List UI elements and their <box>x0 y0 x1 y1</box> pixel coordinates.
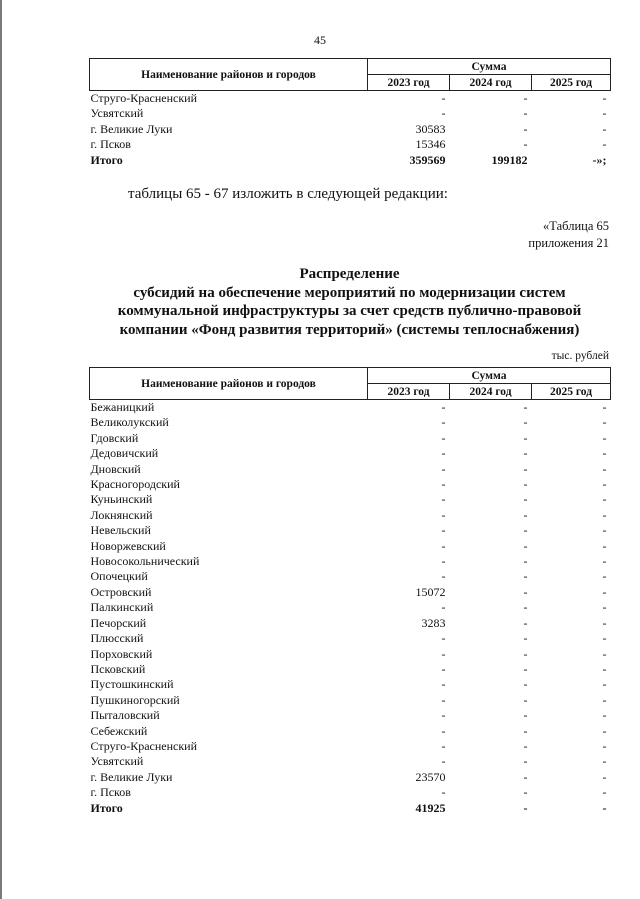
value-cell-3: - <box>602 106 607 121</box>
value-cell-1: - <box>441 785 446 800</box>
table-2-body <box>90 400 611 816</box>
title-line-1: Распределение <box>299 266 400 282</box>
value-cell-3: - <box>602 477 607 492</box>
row-name-cell: Новоржевский <box>90 538 166 553</box>
value-cell-2: - <box>523 661 528 676</box>
value-cell-3: - <box>602 91 607 105</box>
row-name-cell: Локнянский <box>90 507 153 522</box>
row-name-cell: Бежаницкий <box>90 400 155 414</box>
value-cell-2: - <box>523 769 528 784</box>
table-row <box>90 462 611 477</box>
table-row <box>90 508 611 523</box>
table-row <box>90 647 611 662</box>
table-row <box>90 616 611 631</box>
value-cell-1: - <box>441 507 446 522</box>
row-name-cell: г. Псков <box>90 785 131 800</box>
value-cell-1: - <box>441 430 446 445</box>
table-row <box>90 91 611 107</box>
table-1-year-2023: 2023 год <box>368 75 450 91</box>
value-cell-3: - <box>602 692 607 707</box>
value-cell-3: - <box>602 738 607 753</box>
value-cell-3: - <box>602 677 607 692</box>
value-cell-1: 23570 <box>415 769 446 784</box>
value-cell-3: - <box>602 569 607 584</box>
amendment-paragraph: таблицы 65 - 67 изложить в следующей редакции: <box>128 186 448 202</box>
table-row <box>90 106 611 121</box>
table-row <box>90 677 611 692</box>
table-1-body <box>90 91 611 169</box>
value-cell-3: - <box>602 461 607 476</box>
row-name-cell: Островский <box>90 584 152 599</box>
value-cell-1: - <box>441 415 446 430</box>
row-name-cell: Красногородский <box>90 477 180 492</box>
table-row <box>90 523 611 538</box>
value-cell-2: - <box>523 523 528 538</box>
value-cell-2: - <box>523 615 528 630</box>
value-cell-3: - <box>602 708 607 723</box>
row-name-cell: г. Великие Луки <box>90 121 173 136</box>
page-number: 45 <box>314 33 326 47</box>
value-cell-1: - <box>441 461 446 476</box>
value-cell-1: 359569 <box>409 152 446 167</box>
table-row <box>90 492 611 507</box>
value-cell-3: - <box>602 584 607 599</box>
value-cell-3: - <box>602 492 607 507</box>
value-cell-3: -»; <box>592 152 607 167</box>
table-row <box>90 631 611 646</box>
value-cell-1: 15072 <box>415 584 446 599</box>
value-cell-1: - <box>441 523 446 538</box>
value-cell-2: - <box>523 677 528 692</box>
table-row <box>90 708 611 723</box>
value-cell-2: - <box>523 738 528 753</box>
value-cell-1: - <box>441 538 446 553</box>
value-cell-1: - <box>441 600 446 615</box>
table-1-year-2025: 2025 год <box>532 75 611 91</box>
table-2-year-2025: 2025 год <box>532 384 611 400</box>
value-cell-3: - <box>602 754 607 769</box>
value-cell-3: - <box>602 769 607 784</box>
row-name-cell: Себежский <box>90 723 148 738</box>
value-cell-3: - <box>602 446 607 461</box>
table-row <box>90 477 611 492</box>
value-cell-3: - <box>602 646 607 661</box>
value-cell-3: - <box>602 785 607 800</box>
table-row <box>90 569 611 584</box>
value-cell-1: - <box>441 661 446 676</box>
row-name-cell: Пустошкинский <box>90 677 174 692</box>
value-cell-1: - <box>441 738 446 753</box>
row-name-cell: Порховский <box>90 646 153 661</box>
value-cell-2: - <box>523 646 528 661</box>
value-cell-1: - <box>441 569 446 584</box>
value-cell-1: - <box>441 646 446 661</box>
table-row <box>90 415 611 430</box>
row-name-cell: Палкинский <box>90 600 154 615</box>
value-cell-1: 15346 <box>415 137 446 152</box>
value-cell-1: - <box>441 106 446 121</box>
value-cell-3: - <box>602 800 607 815</box>
value-cell-2: - <box>523 785 528 800</box>
value-cell-1: - <box>441 400 446 414</box>
row-name-cell: Великолукский <box>90 415 169 430</box>
value-cell-3: - <box>602 121 607 136</box>
table-1-header-sum: Сумма <box>368 59 611 75</box>
value-cell-2: - <box>523 415 528 430</box>
row-name-cell: Пыталовский <box>90 708 160 723</box>
table-row <box>90 400 611 416</box>
value-cell-3: - <box>602 137 607 152</box>
value-cell-1: 3283 <box>421 615 446 630</box>
scan-left-edge <box>0 0 2 899</box>
row-name-cell: Дновский <box>90 461 141 476</box>
row-name-cell: Куньинский <box>90 492 153 507</box>
value-cell-2: - <box>523 461 528 476</box>
value-cell-1: - <box>441 708 446 723</box>
table-2-header-sum: Сумма <box>368 368 611 384</box>
title-line-4: компании «Фонд развития территорий» (системы теплоснабжения) <box>119 321 580 338</box>
value-cell-2: - <box>523 91 528 105</box>
value-cell-1: - <box>441 554 446 569</box>
table-row <box>90 431 611 446</box>
value-cell-2: - <box>523 800 528 815</box>
value-cell-1: - <box>441 492 446 507</box>
table-row <box>90 724 611 739</box>
table-row <box>90 770 611 785</box>
value-cell-2: - <box>523 121 528 136</box>
value-cell-3: - <box>602 538 607 553</box>
row-name-cell: Итого <box>90 152 123 167</box>
table-row <box>90 739 611 754</box>
row-name-cell: Опочецкий <box>90 569 148 584</box>
title-line-3: коммунальной инфраструктуры за счет средств публично-правовой <box>117 303 582 319</box>
row-name-cell: Усвятский <box>90 754 144 769</box>
row-name-cell: Дедовичский <box>90 446 159 461</box>
value-cell-2: - <box>523 538 528 553</box>
table-2-year-2024: 2024 год <box>450 384 532 400</box>
row-name-cell: Струго-Красненский <box>90 738 198 753</box>
value-cell-1: - <box>441 91 446 105</box>
row-name-cell: Струго-Красненский <box>90 91 198 105</box>
value-cell-2: - <box>523 477 528 492</box>
value-cell-1: - <box>441 754 446 769</box>
row-name-cell: г. Псков <box>90 137 131 152</box>
value-cell-2: - <box>523 754 528 769</box>
value-cell-2: - <box>523 106 528 121</box>
value-cell-1: 41925 <box>415 800 446 815</box>
table-1 <box>89 58 611 168</box>
value-cell-1: 30583 <box>415 121 446 136</box>
table-2-header-name: Наименование районов и городов <box>90 368 368 400</box>
value-cell-2: - <box>523 400 528 414</box>
value-cell-2: 199182 <box>491 152 528 167</box>
value-cell-2: - <box>523 507 528 522</box>
value-cell-2: - <box>523 600 528 615</box>
document-title <box>89 265 610 339</box>
value-cell-2: - <box>523 430 528 445</box>
row-name-cell: г. Великие Луки <box>90 769 173 784</box>
row-name-cell: Итого <box>90 800 123 815</box>
row-name-cell: Пушкиногорский <box>90 692 180 707</box>
total-row <box>90 153 611 168</box>
units-label: тыс. рублей <box>551 350 609 362</box>
value-cell-2: - <box>523 692 528 707</box>
value-cell-3: - <box>602 600 607 615</box>
value-cell-1: - <box>441 723 446 738</box>
table-1-year-2024: 2024 год <box>450 75 532 91</box>
table-row <box>90 446 611 461</box>
value-cell-3: - <box>602 507 607 522</box>
table-row <box>90 554 611 569</box>
table-row <box>90 585 611 600</box>
value-cell-2: - <box>523 708 528 723</box>
row-name-cell: Плюсский <box>90 631 144 646</box>
table-row <box>90 137 611 152</box>
value-cell-3: - <box>602 631 607 646</box>
row-name-cell: Псковский <box>90 661 146 676</box>
value-cell-2: - <box>523 631 528 646</box>
value-cell-1: - <box>441 477 446 492</box>
table-reference-line2: приложения 21 <box>528 236 609 250</box>
value-cell-1: - <box>441 446 446 461</box>
value-cell-2: - <box>523 584 528 599</box>
title-line-2: субсидий на обеспечение мероприятий по модернизации систем <box>133 284 566 301</box>
table-row <box>90 122 611 137</box>
table-row <box>90 662 611 677</box>
value-cell-2: - <box>523 554 528 569</box>
value-cell-2: - <box>523 137 528 152</box>
total-row <box>90 801 611 816</box>
table-row <box>90 785 611 800</box>
value-cell-3: - <box>602 400 607 414</box>
table-row <box>90 600 611 615</box>
value-cell-2: - <box>523 569 528 584</box>
value-cell-3: - <box>602 554 607 569</box>
row-name-cell: Печорский <box>90 615 147 630</box>
table-row <box>90 539 611 554</box>
value-cell-1: - <box>441 692 446 707</box>
value-cell-3: - <box>602 615 607 630</box>
table-2-year-2023: 2023 год <box>368 384 450 400</box>
value-cell-3: - <box>602 430 607 445</box>
table-row <box>90 754 611 769</box>
row-name-cell: Гдовский <box>90 430 139 445</box>
row-name-cell: Новосокольнический <box>90 554 200 569</box>
table-2 <box>89 367 611 816</box>
row-name-cell: Усвятский <box>90 106 144 121</box>
value-cell-1: - <box>441 631 446 646</box>
value-cell-3: - <box>602 661 607 676</box>
value-cell-2: - <box>523 446 528 461</box>
value-cell-1: - <box>441 677 446 692</box>
value-cell-3: - <box>602 523 607 538</box>
table-row <box>90 693 611 708</box>
table-1-header-name: Наименование районов и городов <box>90 59 368 91</box>
row-name-cell: Невельский <box>90 523 151 538</box>
value-cell-3: - <box>602 723 607 738</box>
value-cell-2: - <box>523 492 528 507</box>
value-cell-3: - <box>602 415 607 430</box>
table-reference-line1: «Таблица 65 <box>543 219 609 233</box>
value-cell-2: - <box>523 723 528 738</box>
